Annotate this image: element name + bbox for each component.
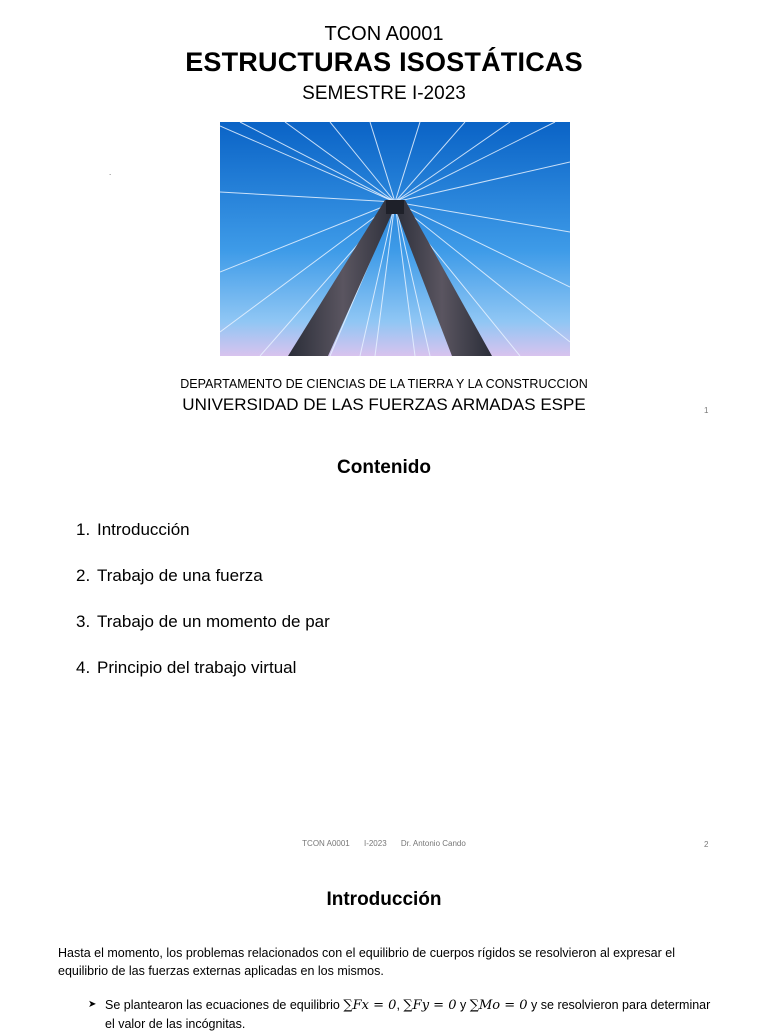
toc-item-label: Trabajo de una fuerza [97, 566, 263, 585]
footer-semester: I-2023 [363, 839, 387, 848]
contents-title: Contenido [337, 457, 431, 478]
toc-item-number: 2. [76, 566, 91, 585]
footer-course-code: TCON A0001 [302, 839, 350, 848]
bridge-photo [220, 122, 570, 356]
page-number: 2 [704, 840, 709, 849]
page-number: 1 [704, 406, 709, 415]
toc-item-label: Principio del trabajo virtual [97, 658, 297, 677]
arrow-bullet-icon: ➤ [88, 999, 97, 1010]
course-title: ESTRUCTURAS ISOSTÁTICAS [185, 47, 583, 77]
equation-sum-fx: ∑Fx = 0 [343, 998, 397, 1013]
toc-item-trabajo-virtual [76, 657, 296, 679]
bullet-separator: , [396, 998, 400, 1012]
equation-sum-mo: ∑Mo = 0 [469, 998, 528, 1013]
semester-label: SEMESTRE I-2023 [302, 83, 466, 104]
toc-item-number: 4. [76, 658, 91, 677]
slide-footer [0, 839, 768, 849]
department-name: DEPARTAMENTO DE CIENCIAS DE LA TIERRA Y LA CONSTRUCCION [180, 377, 588, 391]
intro-paragraph: Hasta el momento, los problemas relacionados con el equilibrio de cuerpos rígidos se resolvieron al expresar el equilibrio de las fuerzas externas aplicadas en los mismos. [58, 946, 675, 978]
toc-item-label: Introducción [97, 520, 190, 539]
intro-title: Introducción [326, 889, 442, 910]
bullet-suffix: y se resolvieron para determinar el valor de las incógnitas. [105, 998, 711, 1031]
university-name: UNIVERSIDAD DE LAS FUERZAS ARMADAS ESPE [182, 395, 586, 414]
stray-dot: . [109, 168, 112, 177]
course-code: TCON A0001 [324, 23, 444, 45]
toc-item-label: Trabajo de un momento de par [97, 612, 330, 631]
footer-author: Dr. Antonio Cando [400, 839, 466, 848]
toc-item-number: 3. [76, 612, 91, 631]
toc-item-introduccion [76, 519, 190, 541]
bullet-text [105, 996, 715, 1033]
bullet-conjunction: y [459, 998, 467, 1012]
bullet-prefix: Se plantearon las ecuaciones de equilibrio [105, 998, 340, 1012]
toc-item-number: 1. [76, 520, 91, 539]
equation-sum-fy: ∑Fy = 0 [403, 998, 457, 1013]
toc-item-trabajo-momento [76, 611, 330, 633]
toc-item-trabajo-fuerza [76, 565, 263, 587]
